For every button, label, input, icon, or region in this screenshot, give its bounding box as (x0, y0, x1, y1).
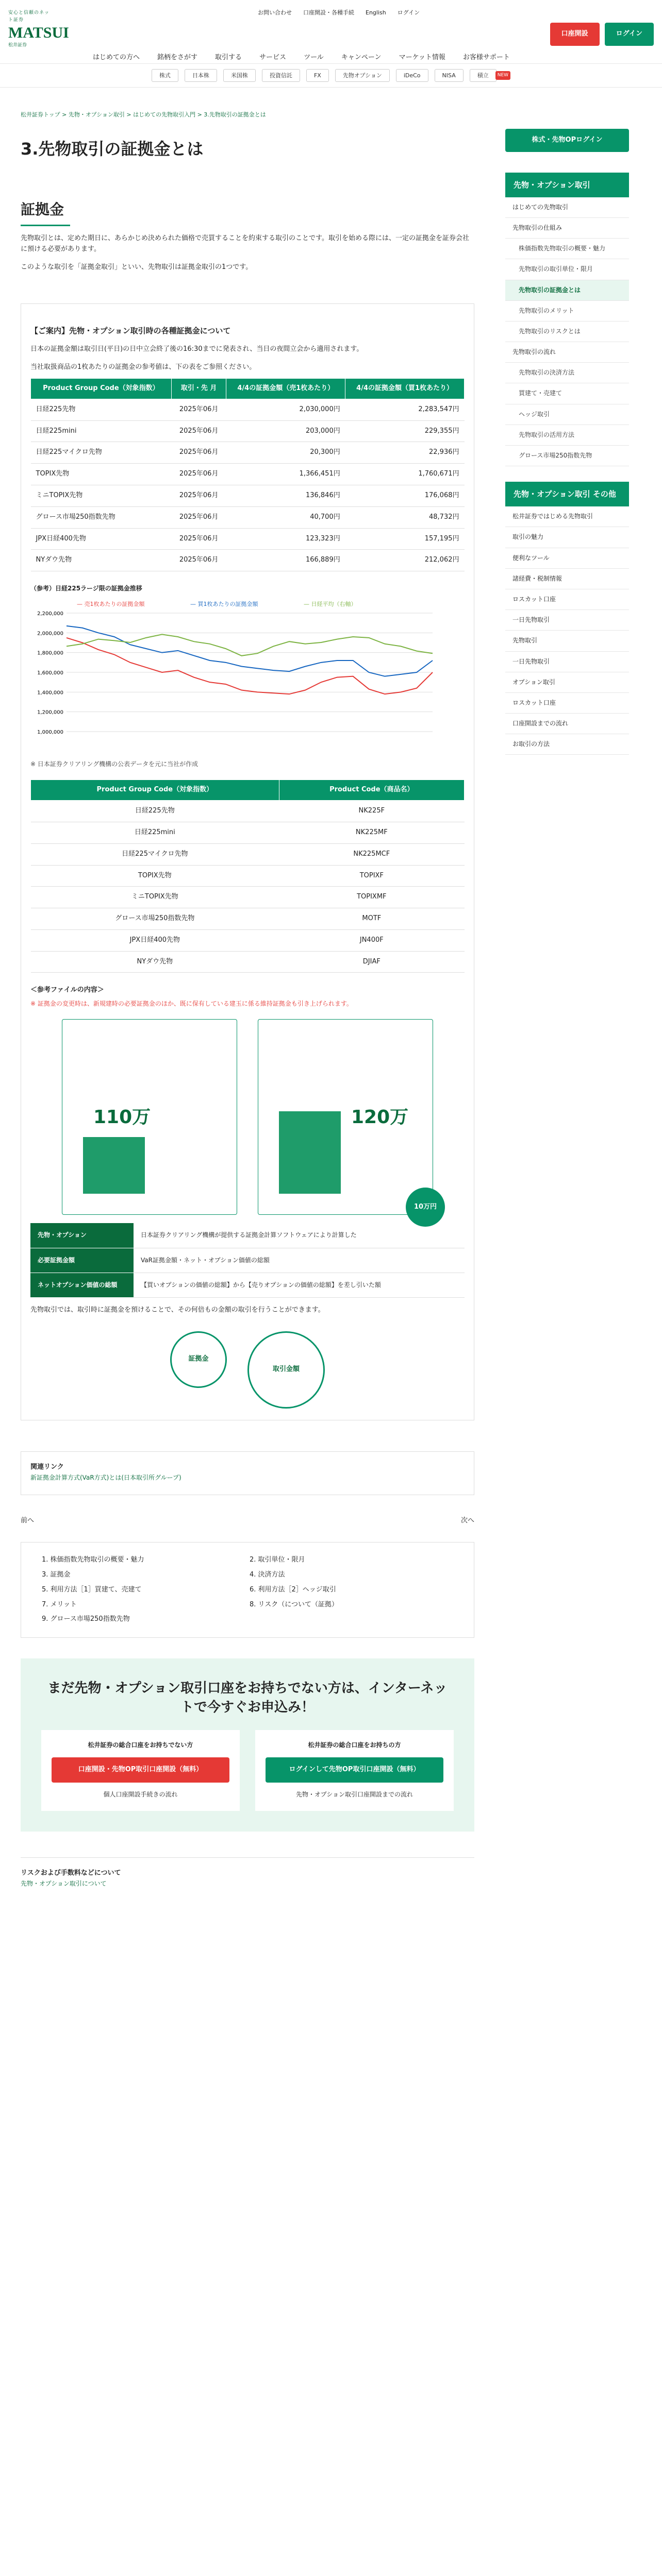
promo-right-link[interactable]: 先物・オプション取引口座開設までの流れ (296, 1790, 413, 1798)
risk-title: リスクおよび手数料などについて (21, 1869, 121, 1877)
th-product: Product Group Code（対象指数） (31, 378, 172, 399)
legend-label: — 売1枚あたりの証拠金額 (77, 601, 145, 608)
table-row (31, 528, 465, 550)
next-link[interactable]: 次へ (460, 1517, 474, 1525)
table-cell: 136,846円 (226, 485, 345, 506)
promo-right (255, 1730, 454, 1811)
subnav-fund[interactable]: 投資信託 (262, 69, 300, 82)
table-cell: 157,195円 (345, 528, 465, 550)
table-row (31, 506, 465, 528)
section-heading: 証拠金 (21, 198, 70, 226)
sidebar-item[interactable]: ヘッジ取引 (505, 404, 629, 425)
sidebar-item[interactable]: 買建て・売建て (505, 383, 629, 404)
sidebar-item[interactable]: 便利なツール (505, 548, 629, 569)
sidebar-item[interactable]: 先物取引の流れ (505, 342, 629, 363)
table-cell: TOPIX先物 (31, 865, 279, 887)
table-row (31, 550, 465, 571)
sidebar-item[interactable]: 口座開設までの流れ (505, 714, 629, 734)
util-login[interactable]: ログイン (397, 9, 420, 16)
kv-key-2: ネットオプション価値の総額 (30, 1273, 134, 1297)
subnav-nisa[interactable]: NISA (435, 69, 464, 82)
table-cell: 48,732円 (345, 506, 465, 528)
table-cell: グロース市場250指数先物 (31, 506, 172, 528)
related-box (21, 1451, 474, 1496)
table-cell: NYダウ先物 (31, 951, 279, 973)
table-cell: 2025年06月 (171, 464, 226, 485)
pager (21, 1516, 474, 1527)
sidebar-item[interactable]: 取引の魅力 (505, 527, 629, 548)
subnav-futures[interactable]: 先物オプション (335, 69, 390, 82)
kv-val-0: 日本証券クリアリング機構が提供する証拠金計算ソフトウェアにより計算した (134, 1223, 465, 1248)
table-row (31, 865, 465, 887)
table-cell: 2025年06月 (171, 550, 226, 571)
y-tick-label: 2,200,000 (37, 611, 63, 617)
promo-title: まだ先物・オプション取引口座をお持ちでない方は、インターネットで今すぐお申込み！ (47, 1681, 448, 1715)
sidebar-item[interactable]: 松井証券ではじめる先物取引 (505, 506, 629, 527)
box-sub: 当社取扱商品の1枚あたりの証拠金の参考値は、下の表をご参照ください。 (30, 363, 256, 371)
table-cell: 2025年06月 (171, 528, 226, 550)
util-contact[interactable]: お問い合わせ (258, 9, 292, 16)
sidebar-item[interactable]: 諸経費・税制情報 (505, 569, 629, 589)
sidebar-item[interactable]: お取引の方法 (505, 734, 629, 755)
promo-left (41, 1730, 240, 1811)
product-code-table (30, 779, 465, 973)
toc-item[interactable]: 8. リスク（について（証拠） (250, 1600, 339, 1608)
definition-table (30, 1223, 465, 1298)
risk-section (21, 1857, 474, 1890)
gnav-market[interactable]: マーケット情報 (399, 54, 445, 61)
table-row (31, 801, 465, 822)
sidebar-heading: 先物・オプション取引 (505, 173, 629, 197)
table-cell: TOPIXMF (279, 887, 464, 908)
table-cell: 2025年06月 (171, 485, 226, 506)
toc-item[interactable]: 2. 取引単位・限月 (250, 1556, 305, 1564)
table-cell: 2025年06月 (171, 506, 226, 528)
toc-item[interactable]: 4. 決済方法 (250, 1571, 285, 1579)
table-row (31, 951, 465, 973)
subnav-ideco[interactable]: iDeCo (396, 69, 428, 82)
subnav-jp[interactable]: 日本株 (185, 69, 217, 82)
related-title: 関連リンク (30, 1463, 64, 1471)
th-sell: 4/4の証拠金額（売1枚あたり） (226, 378, 345, 399)
y-tick-label: 1,200,000 (37, 709, 63, 716)
table-cell: 日経225mini (31, 420, 172, 442)
gnav-trade[interactable]: 取引する (215, 54, 242, 61)
product-subnav (0, 64, 662, 88)
header-cta (550, 23, 654, 46)
sidebar-item[interactable]: ロスカット口座 (505, 589, 629, 610)
kv-val-2: 【買いオプションの価値の総額】から【売りオプションの価値の総額】を差し引いた額 (134, 1273, 465, 1297)
th2-group: Product Group Code（対象指数） (31, 780, 279, 801)
intro-text: 先物取引とは、定めた期日に、あらかじめ決められた価格で売買することを約束する取引のことです。取引を始める際には、一定の証拠金を証券会社に預ける必要があります。 (21, 234, 469, 253)
table-cell: 2025年06月 (171, 399, 226, 420)
toc-item[interactable]: 1. 株価指数先物取引の概要・魅力 (42, 1556, 144, 1564)
table-row (31, 442, 465, 464)
table-cell: 176,068円 (345, 485, 465, 506)
th2-code: Product Code（商品名） (279, 780, 464, 801)
sidebar-item[interactable]: 一日先物取引 (505, 610, 629, 631)
sidebar-item[interactable]: 先物取引の仕組み (505, 218, 629, 239)
sidebar (505, 129, 629, 755)
table-row (31, 420, 465, 442)
ill-left-value: 110万 (93, 1106, 151, 1128)
y-tick-label: 1,400,000 (37, 690, 63, 696)
prev-link[interactable]: 前へ (21, 1517, 35, 1525)
table-cell: 203,000円 (226, 420, 345, 442)
kv-key-0: 先物・オプション (30, 1223, 134, 1248)
table-cell: NYダウ先物 (31, 550, 172, 571)
table-cell: 日経225先物 (31, 399, 172, 420)
sidebar-heading-2: 先物・オプション取引 その他 (505, 482, 629, 506)
util-procedures[interactable]: 口座開設・各種手続 (303, 9, 354, 16)
table-cell: NK225MF (279, 822, 464, 843)
table-cell: 2,030,000円 (226, 399, 345, 420)
ill-badge: 10万円 (406, 1188, 445, 1227)
y-tick-label: 1,800,000 (37, 650, 63, 656)
page-title: 3.先物取引の証拠金とは (21, 139, 204, 159)
open-account-button[interactable]: 口座開設 (550, 23, 600, 46)
legend-label: — 日経平均（右軸） (304, 601, 357, 608)
util-english[interactable]: English (366, 9, 386, 16)
table-cell: 40,700円 (226, 506, 345, 528)
table-cell: TOPIX先物 (31, 464, 172, 485)
sidebar-item[interactable]: はじめての先物取引 (505, 197, 629, 218)
table-cell: 2025年06月 (171, 420, 226, 442)
toc-item[interactable]: 9. グロース市場250指数先物 (42, 1615, 130, 1623)
table-cell: 2,283,547円 (345, 399, 465, 420)
table-row (31, 843, 465, 865)
toc-item[interactable]: 6. 利用方法［2］ヘッジ取引 (250, 1585, 336, 1594)
toc (21, 1542, 474, 1638)
sidebar-login-button[interactable]: 株式・先物OPログイン (505, 129, 629, 152)
subnav-stock[interactable]: 株式 (152, 69, 178, 82)
sidebar-list-2 (505, 506, 629, 755)
table-cell: 20,300円 (226, 442, 345, 464)
table-cell: 229,355円 (345, 420, 465, 442)
table-row (31, 399, 465, 420)
utility-nav (258, 8, 420, 18)
margin-table (30, 378, 465, 571)
table-row (31, 822, 465, 843)
red-note: ※ 証拠金の変更時は、新規建時の必要証拠金のほか、既に保有している建玉に係る維持証拠金も引き上げられます。 (30, 1000, 353, 1008)
illustration (30, 1019, 465, 1215)
table-cell: JPX日経400先物 (31, 929, 279, 951)
related-link[interactable]: 新証拠金計算方式(VaR方式)とは(日本取引所グループ) (30, 1473, 181, 1481)
table-cell: 166,889円 (226, 550, 345, 571)
promo-left-head: 松井証券の総合口座をお持ちでない方 (88, 1741, 193, 1749)
sidebar-item[interactable]: 先物取引のリスクとは (505, 321, 629, 342)
tail-text: 先物取引では、取引時に証拠金を預けることで、その何倍もの金額の取引を行うことができます。 (30, 1306, 325, 1314)
table-cell: 日経225マイクロ先物 (31, 442, 172, 464)
login-button[interactable]: ログイン (605, 23, 654, 46)
table-cell: TOPIXF (279, 865, 464, 887)
series-line (67, 626, 433, 676)
table-row (31, 464, 465, 485)
series-line (67, 638, 433, 694)
table-cell: MOTF (279, 908, 464, 930)
ref-title: ＜参考ファイルの内容＞ (30, 986, 104, 994)
table-cell: DJIAF (279, 951, 464, 973)
subnav-tsumitate[interactable]: 積立 (470, 69, 496, 82)
coin-large: 取引金額 (247, 1331, 325, 1409)
chart-caption: （参考）日経225ラージ限の証拠金推移 (30, 585, 142, 592)
site-header (0, 0, 662, 64)
table-cell: 日経225先物 (31, 801, 279, 822)
ill-right-value: 120万 (351, 1106, 409, 1128)
gnav-tools[interactable]: ツール (304, 54, 324, 61)
y-tick-label: 1,000,000 (37, 730, 63, 736)
sidebar-item[interactable]: オプション取引 (505, 672, 629, 693)
coin-illustration (30, 1331, 465, 1409)
kv-key-1: 必要証拠金額 (30, 1248, 134, 1273)
sidebar-item[interactable]: グロース市場250指数先物 (505, 446, 629, 466)
th-month: 取引・先 月 (171, 378, 226, 399)
risk-link[interactable]: 先物・オプション取引について (21, 1879, 107, 1887)
margin-info-box (21, 303, 474, 1420)
table-row (31, 887, 465, 908)
promo-open-button[interactable]: 口座開設・先物OP取引口座開設（無料） (52, 1757, 229, 1783)
toc-item[interactable]: 7. メリット (42, 1600, 77, 1608)
y-tick-label: 2,000,000 (37, 631, 63, 637)
gnav-support[interactable]: お客様サポート (462, 54, 510, 61)
table-cell: JPX日経400先物 (31, 528, 172, 550)
sidebar-item[interactable]: ロスカット口座 (505, 693, 629, 714)
legend-label: — 買1枚あたりの証拠金額 (190, 601, 258, 608)
logo-tagline: 安心と信頼のネット証券 (8, 10, 50, 23)
promo-login-button[interactable]: ログインして先物OP取引口座開設（無料） (266, 1757, 443, 1783)
margin-chart (30, 598, 464, 752)
subnav-fx[interactable]: FX (306, 69, 329, 82)
table-cell: 日経225マイクロ先物 (31, 843, 279, 865)
table-cell: 212,062円 (345, 550, 465, 571)
coin-small: 証拠金 (170, 1331, 227, 1388)
table-cell: NK225F (279, 801, 464, 822)
kv-val-1: VaR証拠金額・ネット・オプション価値の総額 (134, 1248, 465, 1273)
table-cell: 日経225mini (31, 822, 279, 843)
y-tick-label: 1,600,000 (37, 670, 63, 676)
new-badge: NEW (495, 71, 510, 79)
gnav-beginner[interactable]: はじめての方へ (93, 54, 140, 61)
table-cell: JN400F (279, 929, 464, 951)
intro-text-2: このような取引を「証拠金取引」といい、先物取引は証拠金取引の1つです。 (21, 263, 253, 271)
promo-box (21, 1658, 474, 1832)
gnav-search[interactable]: 銘柄をさがす (157, 54, 198, 61)
th-buy: 4/4の証拠金額（買1枚あたり） (345, 378, 465, 399)
box-title: 【ご案内】先物・オプション取引時の各種証拠金について (30, 326, 231, 336)
bar-left (83, 1137, 145, 1194)
sidebar-item[interactable]: 先物取引の証拠金とは (505, 280, 629, 301)
gnav-campaign[interactable]: キャンペーン (341, 54, 382, 61)
logo[interactable] (8, 9, 69, 49)
table-cell: ミニTOPIX先物 (31, 887, 279, 908)
global-nav (93, 53, 510, 63)
table-cell: 1,366,451円 (226, 464, 345, 485)
toc-item[interactable]: 5. 利用方法［1］買建て、売建て (42, 1585, 142, 1594)
table-row (31, 929, 465, 951)
table-cell: 1,760,671円 (345, 464, 465, 485)
table-row (31, 908, 465, 930)
sidebar-item[interactable]: 先物取引の活用方法 (505, 425, 629, 446)
table-cell: 2025年06月 (171, 442, 226, 464)
logo-sub: 松井証券 (8, 42, 27, 48)
table-cell: グロース市場250指数先物 (31, 908, 279, 930)
box-text: 日本の証拠金額は取引日(平日)の日中立会終了後の16:30までに発表され、当日の夜間立会から適用されます。 (30, 345, 363, 353)
toc-item[interactable]: 3. 証拠金 (42, 1571, 71, 1579)
bar-right (279, 1111, 341, 1194)
chart-note: ※ 日本証券クリアリング機構の公表データを元に当社が作成 (30, 760, 198, 768)
subnav-us[interactable]: 米国株 (223, 69, 256, 82)
illustration-left (62, 1019, 237, 1215)
table-cell: 123,323円 (226, 528, 345, 550)
sidebar-item[interactable]: 先物取引のメリット (505, 301, 629, 321)
table-row (31, 485, 465, 506)
table-cell: 22,936円 (345, 442, 465, 464)
sidebar-list (505, 197, 629, 466)
gnav-service[interactable]: サービス (259, 54, 287, 61)
table-cell: NK225MCF (279, 843, 464, 865)
sidebar-item[interactable]: 先物取引の取引単位・限月 (505, 259, 629, 280)
sidebar-item[interactable]: 先物取引 (505, 631, 629, 651)
main-content (21, 129, 474, 1889)
illustration-right (258, 1019, 437, 1215)
promo-right-head: 松井証券の総合口座をお持ちの方 (308, 1741, 401, 1749)
sidebar-item[interactable]: 一日先物取引 (505, 652, 629, 672)
sidebar-item[interactable]: 株価指数先物取引の概要・魅力 (505, 239, 629, 259)
breadcrumb[interactable]: 松井証券トップ > 先物・オプション取引 > はじめての先物取引入門 > 3.先物取引の証拠金とは (21, 111, 266, 118)
table-cell: ミニTOPIX先物 (31, 485, 172, 506)
promo-left-link[interactable]: 個人口座開設手続きの流れ (103, 1790, 178, 1798)
logo-name: MATSUI (8, 24, 69, 41)
sidebar-item[interactable]: 先物取引の決済方法 (505, 363, 629, 383)
